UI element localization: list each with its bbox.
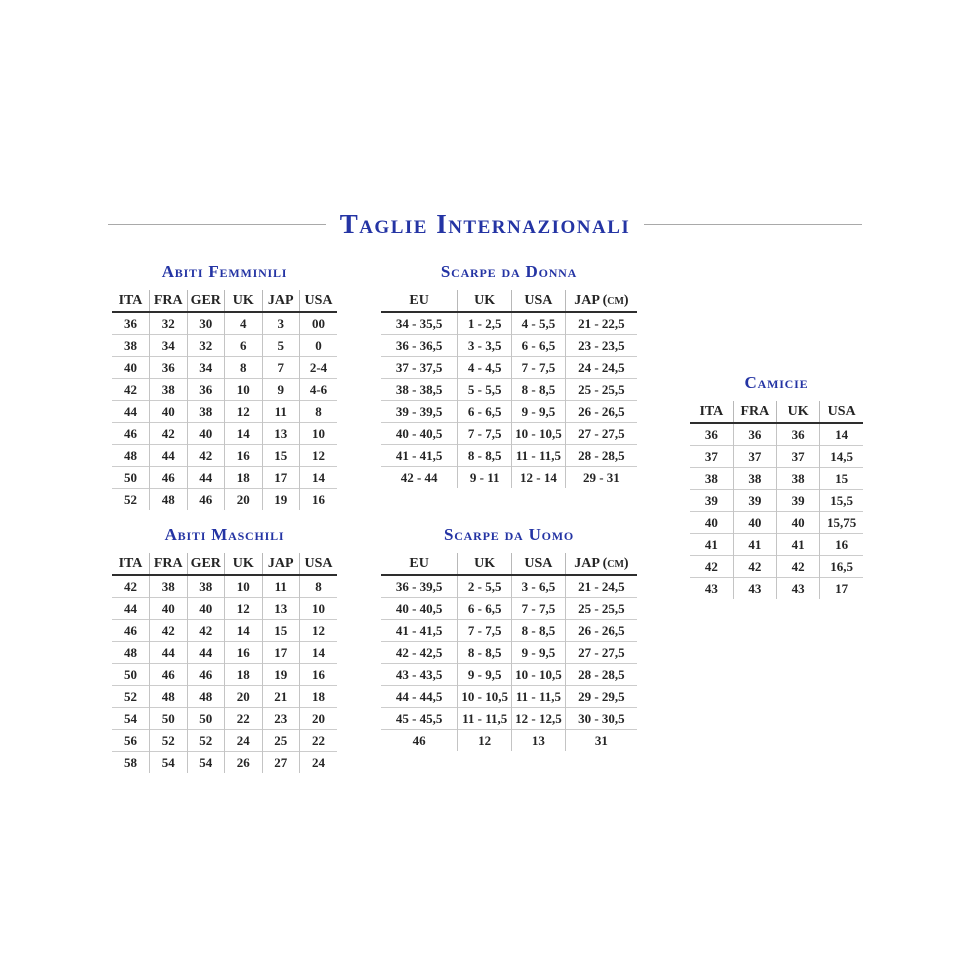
- table-cell: 15,75: [820, 512, 863, 534]
- table-cell: 27 - 27,5: [565, 642, 637, 664]
- header-row: [690, 401, 863, 423]
- table-cell: 4-6: [300, 379, 338, 401]
- table-cell: 22: [300, 730, 338, 752]
- section-title-scarpe-da-uomo: Scarpe da Uomo: [443, 525, 575, 544]
- table-cell: 39: [777, 490, 820, 512]
- table-row: [690, 578, 863, 600]
- table-cell: 40: [150, 598, 188, 620]
- title-rule-right: [644, 224, 862, 225]
- table-cell: 42: [150, 620, 188, 642]
- table-cell: 17: [820, 578, 863, 600]
- table-cell: 52: [150, 730, 188, 752]
- table-cell: 10 - 10,5: [512, 423, 566, 445]
- table-cell: 12: [225, 401, 263, 423]
- table-cell: 38: [733, 468, 776, 490]
- table-cell: 4: [225, 312, 263, 335]
- table-cell: 39 - 39,5: [381, 401, 458, 423]
- table-cell: 11 - 11,5: [512, 686, 566, 708]
- table-cell: 15: [262, 620, 300, 642]
- table-cell: 38: [187, 401, 225, 423]
- table-cell: 12: [458, 730, 512, 752]
- table-cell: 24: [300, 752, 338, 774]
- table-cell: 38: [690, 468, 733, 490]
- header-cell: USA: [300, 290, 338, 312]
- header-row: [112, 553, 337, 575]
- table-row: [381, 642, 637, 664]
- table-cell: 14,5: [820, 446, 863, 468]
- table-cell: 42: [187, 445, 225, 467]
- header-cell: FRA: [733, 401, 776, 423]
- table-cell: 32: [150, 312, 188, 335]
- table-cell: 42: [112, 575, 150, 598]
- table-cell: 19: [262, 489, 300, 511]
- header-cell: UK: [458, 290, 512, 312]
- table-cell: 36: [150, 357, 188, 379]
- table-cell: 28 - 28,5: [565, 664, 637, 686]
- table-cell: 43: [777, 578, 820, 600]
- header-cell: GER: [187, 553, 225, 575]
- table-cell: 8 - 8,5: [458, 642, 512, 664]
- table-row: [112, 335, 337, 357]
- table-cell: 42: [777, 556, 820, 578]
- table-cell: 9 - 9,5: [512, 642, 566, 664]
- table-cell: 29 - 31: [565, 467, 637, 489]
- table-cell: 3 - 3,5: [458, 335, 512, 357]
- table-row: [112, 620, 337, 642]
- table-row: [381, 730, 637, 752]
- table-cell: 4 - 4,5: [458, 357, 512, 379]
- header-row: [381, 290, 637, 312]
- table-cell: 34: [150, 335, 188, 357]
- table-cell: 46: [150, 664, 188, 686]
- table-row: [112, 401, 337, 423]
- table-cell: 31: [565, 730, 637, 752]
- table-cell: 17: [262, 642, 300, 664]
- header-cell: JAP: [262, 553, 300, 575]
- table-cell: 41 - 41,5: [381, 445, 458, 467]
- header-cell: USA: [512, 553, 566, 575]
- table-cell: 30: [187, 312, 225, 335]
- table-cell: 32: [187, 335, 225, 357]
- table-cell: 38 - 38,5: [381, 379, 458, 401]
- table-cell: 38: [150, 379, 188, 401]
- table-cell: 7 - 7,5: [512, 357, 566, 379]
- table-cell: 26: [225, 752, 263, 774]
- table-cell: 20: [300, 708, 338, 730]
- table-cell: 7: [262, 357, 300, 379]
- table-cell: 46: [187, 489, 225, 511]
- header-cell: ITA: [690, 401, 733, 423]
- table-cell: 52: [112, 489, 150, 511]
- table-cell: 24 - 24,5: [565, 357, 637, 379]
- header-row: [112, 290, 337, 312]
- table-row: [381, 401, 637, 423]
- table-cell: 44: [187, 642, 225, 664]
- table-row: [690, 512, 863, 534]
- table-cell: 9 - 9,5: [512, 401, 566, 423]
- header-cell: EU: [381, 290, 458, 312]
- table-cell: 41 - 41,5: [381, 620, 458, 642]
- table-cell: 46: [381, 730, 458, 752]
- table-cell: 20: [225, 686, 263, 708]
- table-cell: 10: [225, 379, 263, 401]
- table-row: [381, 312, 637, 335]
- header-cell: USA: [820, 401, 863, 423]
- table-cell: 50: [150, 708, 188, 730]
- table-cell: 45 - 45,5: [381, 708, 458, 730]
- table-cell: 16: [300, 489, 338, 511]
- table-row: [112, 467, 337, 489]
- table-cell: 11: [262, 575, 300, 598]
- title-rule-left: [108, 224, 326, 225]
- table-cell: 44: [150, 445, 188, 467]
- section-scarpe-da-donna: [381, 261, 637, 488]
- table-cell: 18: [225, 664, 263, 686]
- table-row: [112, 357, 337, 379]
- table-cell: 12: [300, 445, 338, 467]
- header-cell: GER: [187, 290, 225, 312]
- table-row: [112, 664, 337, 686]
- table-row: [690, 556, 863, 578]
- table-row: [381, 357, 637, 379]
- table-cell: 34 - 35,5: [381, 312, 458, 335]
- table-cell: 23 - 23,5: [565, 335, 637, 357]
- table-cell: 16,5: [820, 556, 863, 578]
- table-cell: 42 - 42,5: [381, 642, 458, 664]
- table-row: [381, 423, 637, 445]
- table-cell: 34: [187, 357, 225, 379]
- header-cell: FRA: [150, 290, 188, 312]
- table-cell: 5: [262, 335, 300, 357]
- table-cell: 28 - 28,5: [565, 445, 637, 467]
- table-row: [112, 312, 337, 335]
- table-cell: 39: [690, 490, 733, 512]
- table-cell: 8 - 8,5: [512, 620, 566, 642]
- table-row: [690, 490, 863, 512]
- table-cell: 8 - 8,5: [512, 379, 566, 401]
- table-cell: 12 - 14: [512, 467, 566, 489]
- section-abiti-femminili: [112, 261, 337, 510]
- table-cell: 40: [187, 598, 225, 620]
- table-row: [112, 686, 337, 708]
- table-cell: 40: [150, 401, 188, 423]
- table-cell: 36: [112, 312, 150, 335]
- table-cell: 46: [150, 467, 188, 489]
- table-row: [690, 534, 863, 556]
- table-camicie: [690, 401, 863, 599]
- table-cell: 50: [112, 664, 150, 686]
- table-row: [381, 445, 637, 467]
- table-cell: 38: [150, 575, 188, 598]
- table-cell: 15: [820, 468, 863, 490]
- table-cell: 42: [733, 556, 776, 578]
- table-cell: 15: [262, 445, 300, 467]
- table-cell: 41: [777, 534, 820, 556]
- table-cell: 9 - 11: [458, 467, 512, 489]
- header-row: [381, 553, 637, 575]
- table-row: [112, 379, 337, 401]
- table-cell: 38: [112, 335, 150, 357]
- table-cell: 18: [300, 686, 338, 708]
- table-cell: 40: [777, 512, 820, 534]
- table-row: [112, 598, 337, 620]
- table-row: [381, 379, 637, 401]
- table-cell: 46: [112, 620, 150, 642]
- table-cell: 42: [690, 556, 733, 578]
- table-cell: 14: [225, 620, 263, 642]
- table-row: [690, 446, 863, 468]
- header-cell: ITA: [112, 553, 150, 575]
- table-cell: 4 - 5,5: [512, 312, 566, 335]
- table-cell: 8: [225, 357, 263, 379]
- table-cell: 7 - 7,5: [458, 423, 512, 445]
- table-cell: 37: [733, 446, 776, 468]
- table-cell: 40: [187, 423, 225, 445]
- table-cell: 0: [300, 335, 338, 357]
- table-cell: 44: [187, 467, 225, 489]
- table-cell: 2-4: [300, 357, 338, 379]
- table-cell: 7 - 7,5: [512, 598, 566, 620]
- table-cell: 16: [820, 534, 863, 556]
- header-cell: UK: [225, 553, 263, 575]
- table-row: [112, 575, 337, 598]
- table-cell: 11: [262, 401, 300, 423]
- table-cell: 36 - 39,5: [381, 575, 458, 598]
- header-cell: FRA: [150, 553, 188, 575]
- table-row: [112, 445, 337, 467]
- section-abiti-maschili: [112, 524, 337, 773]
- table-cell: 52: [112, 686, 150, 708]
- table-cell: 5 - 5,5: [458, 379, 512, 401]
- table-cell: 42 - 44: [381, 467, 458, 489]
- table-cell: 24: [225, 730, 263, 752]
- section-title-abiti-maschili: Abiti Maschili: [164, 525, 285, 544]
- table-cell: 29 - 29,5: [565, 686, 637, 708]
- table-row: [381, 335, 637, 357]
- table-cell: 10: [300, 423, 338, 445]
- table-cell: 12: [300, 620, 338, 642]
- table-cell: 6: [225, 335, 263, 357]
- header-cell: USA: [300, 553, 338, 575]
- header-cell: ITA: [112, 290, 150, 312]
- table-row: [381, 686, 637, 708]
- table-cell: 54: [112, 708, 150, 730]
- table-cell: 56: [112, 730, 150, 752]
- table-cell: 43: [690, 578, 733, 600]
- table-cell: 14: [300, 467, 338, 489]
- table-cell: 38: [187, 575, 225, 598]
- header-cell: UK: [458, 553, 512, 575]
- table-cell: 12 - 12,5: [512, 708, 566, 730]
- table-cell: 25 - 25,5: [565, 598, 637, 620]
- section-title-camicie: Camicie: [744, 373, 809, 392]
- table-abiti-maschili: [112, 553, 337, 773]
- table-cell: 54: [187, 752, 225, 774]
- table-cell: 36: [187, 379, 225, 401]
- table-row: [112, 752, 337, 774]
- table-cell: 10: [300, 598, 338, 620]
- table-cell: 6 - 6,5: [512, 335, 566, 357]
- table-cell: 36: [733, 423, 776, 446]
- table-cell: 16: [300, 664, 338, 686]
- table-cell: 8: [300, 401, 338, 423]
- table-cell: 27 - 27,5: [565, 423, 637, 445]
- table-cell: 13: [512, 730, 566, 752]
- table-cell: 48: [112, 642, 150, 664]
- table-cell: 16: [225, 642, 263, 664]
- section-scarpe-da-uomo: [381, 524, 637, 751]
- table-cell: 44 - 44,5: [381, 686, 458, 708]
- table-cell: 26 - 26,5: [565, 401, 637, 423]
- table-cell: 48: [150, 489, 188, 511]
- table-cell: 44: [112, 401, 150, 423]
- table-cell: 21 - 24,5: [578, 578, 625, 594]
- table-scarpe-da-uomo: [381, 553, 637, 751]
- header-cell: JAP (cm): [565, 290, 637, 312]
- table-cell: 11 - 11,5: [512, 445, 566, 467]
- table-row: [112, 730, 337, 752]
- table-cell: 36: [690, 423, 733, 446]
- table-cell: 25: [262, 730, 300, 752]
- table-cell: 14: [835, 426, 849, 442]
- table-cell: 42: [150, 423, 188, 445]
- header-cell: UK: [225, 290, 263, 312]
- table-cell: 36: [777, 423, 820, 446]
- table-row: [381, 467, 637, 489]
- table-cell: 40: [690, 512, 733, 534]
- table-cell: 42: [187, 620, 225, 642]
- table-cell: 6 - 6,5: [458, 598, 512, 620]
- table-cell: 21 - 22,5: [578, 315, 625, 331]
- header-cell: UK: [777, 401, 820, 423]
- table-cell: 38: [777, 468, 820, 490]
- section-title-scarpe-da-donna: Scarpe da Donna: [440, 262, 578, 281]
- page-header: [0, 206, 970, 242]
- table-cell: 54: [150, 752, 188, 774]
- table-cell: 48: [187, 686, 225, 708]
- table-cell: 40 - 40,5: [381, 598, 458, 620]
- table-scarpe-da-donna: [381, 290, 637, 488]
- table-cell: 48: [150, 686, 188, 708]
- table-cell: 46: [112, 423, 150, 445]
- table-cell: 14: [225, 423, 263, 445]
- table-cell: 10: [225, 575, 263, 598]
- table-cell: 37: [777, 446, 820, 468]
- table-cell: 9 - 9,5: [458, 664, 512, 686]
- table-cell: 6 - 6,5: [458, 401, 512, 423]
- header-cell: EU: [381, 553, 458, 575]
- table-cell: 41: [690, 534, 733, 556]
- page-title: Taglie Internazionali: [339, 209, 631, 239]
- table-cell: 13: [262, 598, 300, 620]
- table-cell: 22: [225, 708, 263, 730]
- table-cell: 1 - 2,5: [458, 312, 512, 335]
- table-cell: 19: [262, 664, 300, 686]
- table-cell: 10 - 10,5: [512, 664, 566, 686]
- table-cell: 20: [225, 489, 263, 511]
- table-cell: 25 - 25,5: [565, 379, 637, 401]
- table-cell: 27: [262, 752, 300, 774]
- table-cell: 58: [112, 752, 150, 774]
- table-cell: 50: [187, 708, 225, 730]
- table-cell: 18: [225, 467, 263, 489]
- table-cell: 17: [262, 467, 300, 489]
- table-cell: 7 - 7,5: [458, 620, 512, 642]
- table-cell: 21: [262, 686, 300, 708]
- table-cell: 40: [733, 512, 776, 534]
- section-camicie: [690, 372, 863, 599]
- table-cell: 41: [733, 534, 776, 556]
- section-title-abiti-femminili: Abiti Femminili: [161, 262, 288, 281]
- table-cell: 48: [112, 445, 150, 467]
- table-cell: 46: [187, 664, 225, 686]
- table-cell: 39: [733, 490, 776, 512]
- table-cell: 43 - 43,5: [381, 664, 458, 686]
- table-row: [112, 489, 337, 511]
- table-cell: 52: [187, 730, 225, 752]
- table-cell: 30 - 30,5: [565, 708, 637, 730]
- header-cell: JAP (cm): [565, 553, 637, 575]
- header-cell: USA: [512, 290, 566, 312]
- table-cell: 2 - 5,5: [458, 575, 512, 598]
- table-cell: 12: [225, 598, 263, 620]
- table-row: [690, 468, 863, 490]
- table-cell: 00: [312, 315, 325, 331]
- table-row: [381, 708, 637, 730]
- table-cell: 40: [112, 357, 150, 379]
- table-cell: 43: [733, 578, 776, 600]
- table-cell: 11 - 11,5: [458, 708, 512, 730]
- table-cell: 44: [112, 598, 150, 620]
- table-cell: 8: [315, 578, 322, 594]
- table-cell: 15,5: [820, 490, 863, 512]
- table-cell: 3 - 6,5: [512, 575, 566, 598]
- table-row: [690, 423, 863, 446]
- table-row: [381, 598, 637, 620]
- table-cell: 13: [262, 423, 300, 445]
- table-cell: 14: [300, 642, 338, 664]
- table-cell: 10 - 10,5: [458, 686, 512, 708]
- table-row: [381, 620, 637, 642]
- table-cell: 36 - 36,5: [381, 335, 458, 357]
- table-row: [381, 664, 637, 686]
- table-cell: 16: [225, 445, 263, 467]
- header-cell: JAP: [262, 290, 300, 312]
- table-cell: 23: [262, 708, 300, 730]
- table-cell: 40 - 40,5: [381, 423, 458, 445]
- table-row: [112, 642, 337, 664]
- table-row: [112, 423, 337, 445]
- table-cell: 37: [690, 446, 733, 468]
- table-cell: 26 - 26,5: [565, 620, 637, 642]
- table-cell: 3: [262, 312, 300, 335]
- table-row: [381, 575, 637, 598]
- table-abiti-femminili: [112, 290, 337, 510]
- table-cell: 9: [262, 379, 300, 401]
- table-cell: 44: [150, 642, 188, 664]
- table-cell: 42: [112, 379, 150, 401]
- table-cell: 37 - 37,5: [381, 357, 458, 379]
- table-cell: 8 - 8,5: [458, 445, 512, 467]
- table-cell: 50: [112, 467, 150, 489]
- table-row: [112, 708, 337, 730]
